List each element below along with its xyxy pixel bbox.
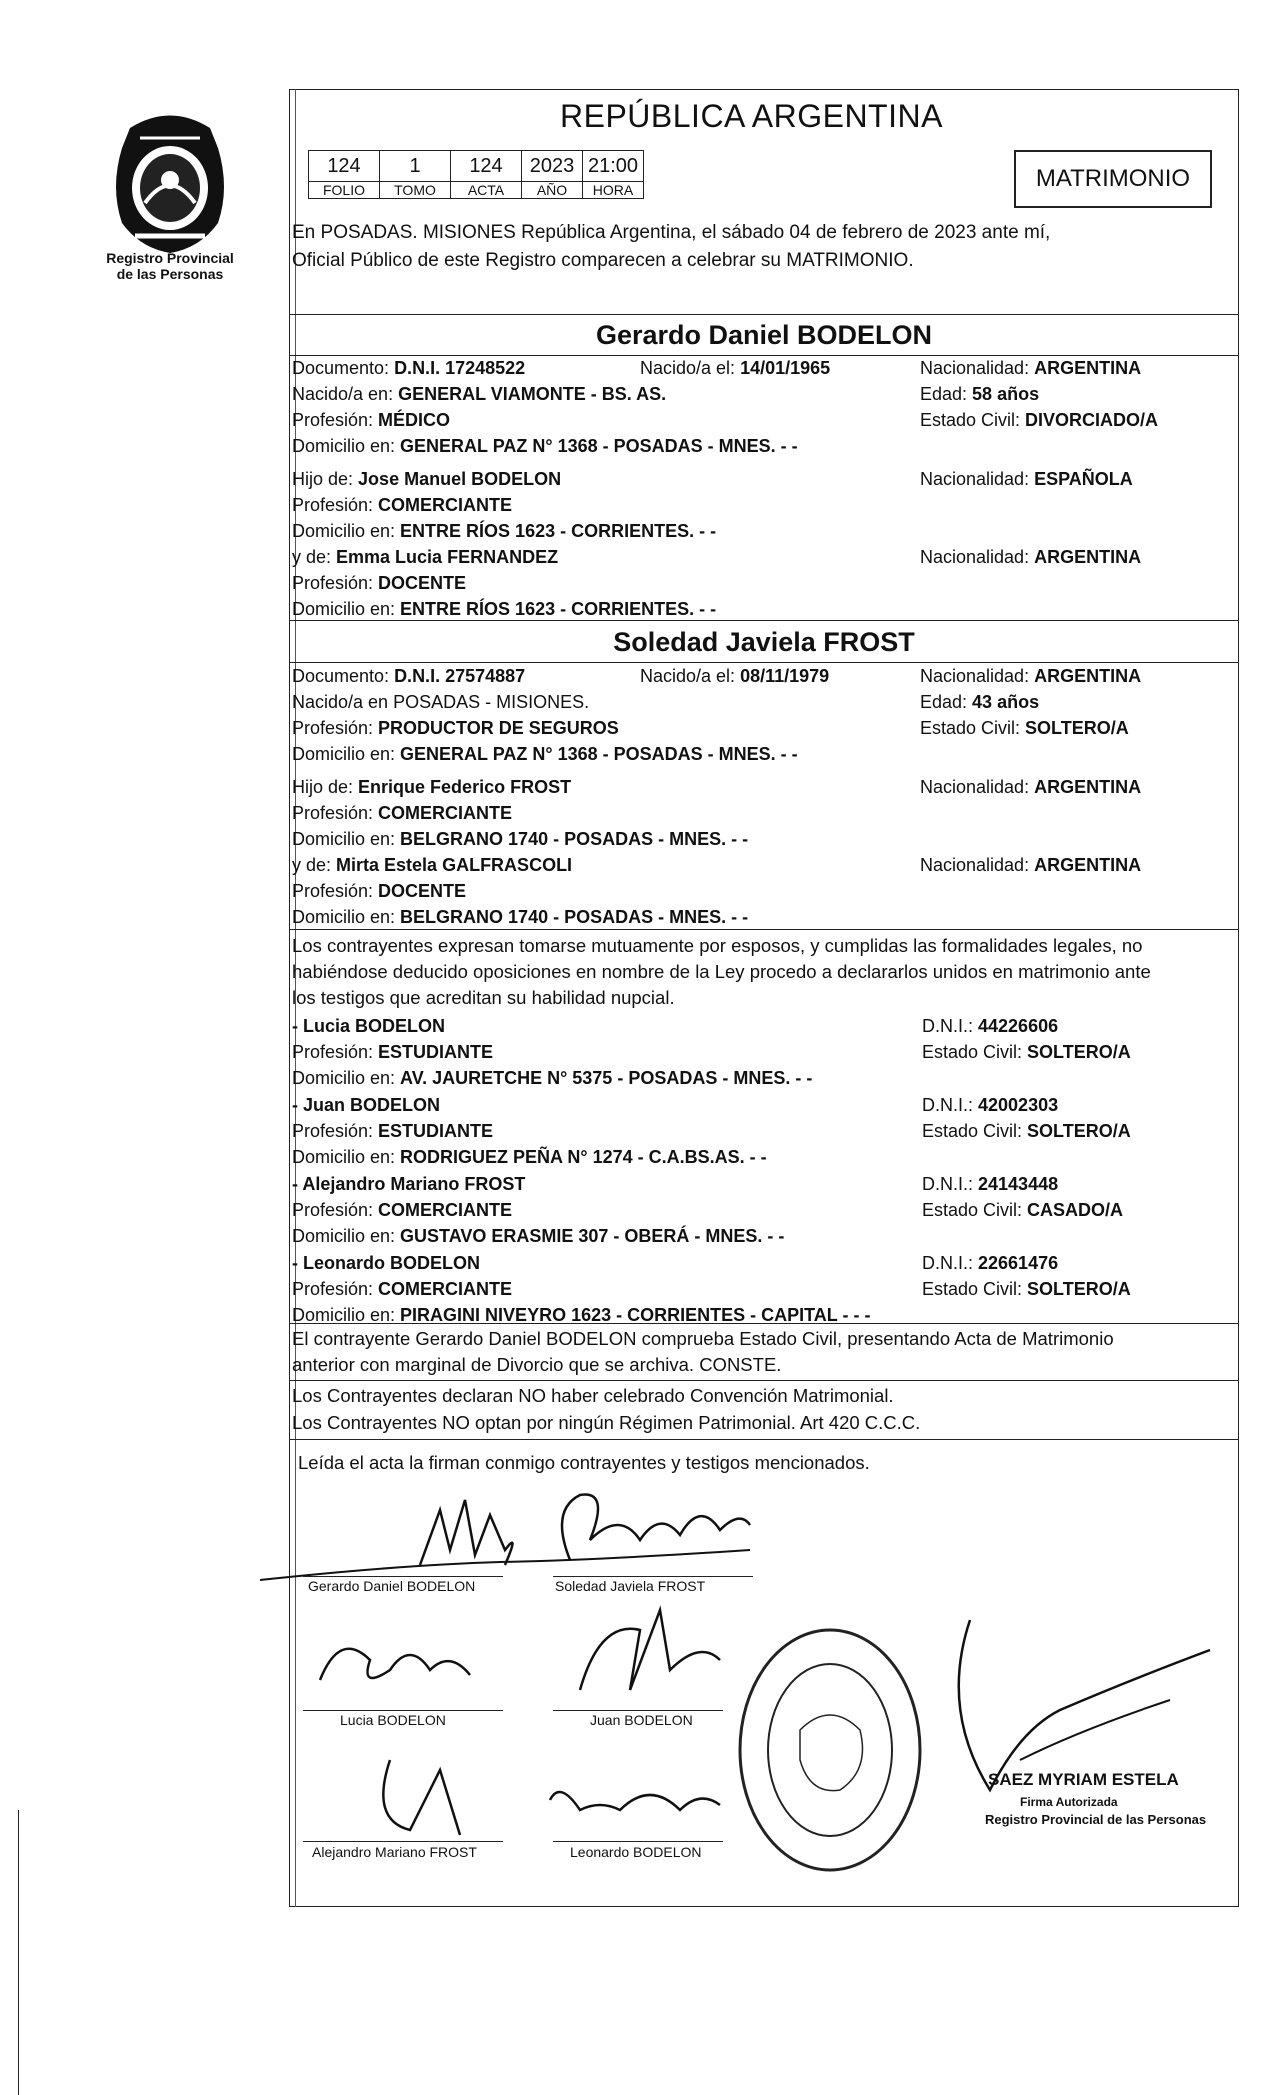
spouse2-name: Soledad Javiela FROST	[613, 627, 915, 657]
witness-field: D.N.I.: 44226606	[922, 1016, 1059, 1036]
officer-name: SAEZ MYRIAM ESTELA	[988, 1770, 1179, 1789]
witness-field: Domicilio en: GUSTAVO ERASMIE 307 - OBERÁ - MNES. - -	[292, 1226, 785, 1246]
margin-line	[18, 1810, 19, 2095]
spouse2-field: Domicilio en: BELGRANO 1740 - POSADAS - MNES. - -	[292, 829, 749, 849]
witness-field: Domicilio en: RODRIGUEZ PEÑA N° 1274 - C.A.BS.AS. - -	[292, 1147, 767, 1167]
witness-field: Profesión: COMERCIANTE	[292, 1200, 513, 1220]
reading-note: Leída el acta la firman conmigo contrayentes y testigos mencionados.	[298, 1452, 870, 1473]
witness-field: Domicilio en: AV. JAURETCHE N° 5375 - POSADAS - MNES. - -	[292, 1068, 813, 1088]
spouse1-field: Nacido/a en: GENERAL VIAMONTE - BS. AS.	[292, 384, 667, 404]
spouse1-field: Profesión: MÉDICO	[292, 410, 451, 430]
divider	[289, 662, 1239, 663]
witness-field: Estado Civil: SOLTERO/A	[922, 1121, 1131, 1141]
spouse2-field: Nacionalidad: ARGENTINA	[920, 666, 1142, 686]
document-title: REPÚBLICA ARGENTINA	[560, 98, 943, 134]
spouse2-field: Documento: D.N.I. 27574887	[292, 666, 526, 686]
signature-line	[553, 1576, 753, 1577]
time-label: HORA	[583, 182, 644, 199]
signature-label-w2: Juan BODELON	[590, 1712, 693, 1728]
spouse2-field: Nacido/a el: 08/11/1979	[640, 666, 830, 686]
spouse2-field: Nacido/a en POSADAS - MISIONES.	[292, 692, 590, 712]
signature-line	[303, 1576, 503, 1577]
folio-value: 124	[309, 151, 380, 182]
witness-field: D.N.I.: 22661476	[922, 1253, 1059, 1273]
convention-note: Los Contrayentes declaran NO haber celebrado Convención Matrimonial.	[292, 1385, 894, 1406]
witness-field: - Leonardo BODELON	[292, 1253, 480, 1273]
time-value: 21:00	[583, 151, 644, 182]
logo-caption-line: Registro Provincial	[106, 250, 234, 266]
divider	[289, 620, 1239, 621]
spouse1-field: Hijo de: Jose Manuel BODELON	[292, 469, 562, 489]
declaration-line: Los contrayentes expresan tomarse mutuamente por esposos, y cumplidas las formalidades legales, no	[292, 935, 1143, 956]
witness-field: Profesión: COMERCIANTE	[292, 1279, 513, 1299]
spouse2-field: Profesión: DOCENTE	[292, 881, 467, 901]
spouse2-field: Nacionalidad: ARGENTINA	[920, 855, 1142, 875]
civil-status-note: El contrayente Gerardo Daniel BODELON comprueba Estado Civil, presentando Acta de Matrimonio	[292, 1328, 1114, 1349]
spouse2-field: Domicilio en: BELGRANO 1740 - POSADAS - MNES. - -	[292, 907, 749, 927]
officer-office: Registro Provincial de las Personas	[985, 1812, 1207, 1827]
spouse1-field: y de: Emma Lucia FERNANDEZ	[292, 547, 559, 567]
spouse1-field: Nacionalidad: ESPAÑOLA	[920, 469, 1133, 489]
spouse2-field: Domicilio en: GENERAL PAZ N° 1368 - POSADAS - MNES. - -	[292, 744, 798, 764]
spouse1-field: Profesión: DOCENTE	[292, 573, 467, 593]
divider	[289, 355, 1239, 356]
logo-caption-line: de las Personas	[116, 266, 224, 282]
year-value: 2023	[522, 151, 583, 182]
divider	[289, 1380, 1239, 1381]
witnesses-signatures-scribble-2	[360, 1740, 760, 1850]
spouse1-field: Documento: D.N.I. 17248522	[292, 358, 526, 378]
spouse2-field: Profesión: COMERCIANTE	[292, 803, 513, 823]
spouse2-field: Estado Civil: SOLTERO/A	[920, 718, 1129, 738]
signature-label-spouse1: Gerardo Daniel BODELON	[308, 1578, 476, 1594]
witness-field: - Lucia BODELON	[292, 1016, 446, 1036]
witness-field: Profesión: ESTUDIANTE	[292, 1042, 494, 1062]
spouse1-field: Estado Civil: DIVORCIADO/A	[920, 410, 1159, 430]
witness-field: Profesión: ESTUDIANTE	[292, 1121, 494, 1141]
signature-line	[553, 1841, 723, 1842]
witness-field: Estado Civil: CASADO/A	[922, 1200, 1124, 1220]
registry-table	[308, 150, 644, 199]
signature-line	[553, 1710, 723, 1711]
witness-field: D.N.I.: 42002303	[922, 1095, 1059, 1115]
spouse1-field: Nacido/a el: 14/01/1965	[640, 358, 831, 378]
divider	[289, 1439, 1239, 1440]
signature-label-w1: Lucia BODELON	[340, 1712, 446, 1728]
registry-stamp	[730, 1620, 930, 1880]
witness-field: Estado Civil: SOLTERO/A	[922, 1279, 1131, 1299]
spouse2-field: Hijo de: Enrique Federico FROST	[292, 777, 572, 797]
witness-field: - Juan BODELON	[292, 1095, 441, 1115]
tomo-label: TOMO	[380, 182, 451, 199]
divider	[289, 314, 1239, 315]
spouse1-field: Edad: 58 años	[920, 384, 1040, 404]
witness-field: D.N.I.: 24143448	[922, 1174, 1059, 1194]
spouse2-field: y de: Mirta Estela GALFRASCOLI	[292, 855, 573, 875]
signature-label-w3: Alejandro Mariano FROST	[312, 1844, 477, 1860]
signature-line	[303, 1710, 503, 1711]
intro-line-2: Oficial Público de este Registro comparecen a celebrar su MATRIMONIO.	[292, 250, 914, 271]
acta-value: 124	[451, 151, 522, 182]
signature-line	[303, 1841, 503, 1842]
spouse1-field: Nacionalidad: ARGENTINA	[920, 358, 1142, 378]
declaration-line: habiéndose deducido oposiciones en nombre de la Ley procedo a declararlos unidos en matrimonio ante	[292, 961, 1151, 982]
spouse2-field: Nacionalidad: ARGENTINA	[920, 777, 1142, 797]
folio-label: FOLIO	[309, 182, 380, 199]
signature-label-w4: Leonardo BODELON	[570, 1844, 702, 1860]
officer-role: Firma Autorizada	[1020, 1795, 1118, 1809]
civil-status-note: anterior con marginal de Divorcio que se archiva. CONSTE.	[292, 1354, 782, 1375]
intro-line-1: En POSADAS. MISIONES República Argentina, el sábado 04 de febrero de 2023 ante mí,	[292, 222, 1051, 243]
spouse2-field: Profesión: PRODUCTOR DE SEGUROS	[292, 718, 619, 738]
witnesses-signatures-scribble	[300, 1600, 760, 1720]
spouse1-field: Domicilio en: ENTRE RÍOS 1623 - CORRIENTES. - -	[292, 521, 717, 541]
spouse1-field: Nacionalidad: ARGENTINA	[920, 547, 1142, 567]
witness-field: Estado Civil: SOLTERO/A	[922, 1042, 1131, 1062]
witness-field: Domicilio en: PIRAGINI NIVEYRO 1623 - CORRIENTES - CAPITAL - - -	[292, 1305, 871, 1325]
declaration-line: los testigos que acreditan su habilidad nupcial.	[292, 987, 675, 1008]
year-label: AÑO	[522, 182, 583, 199]
spouse1-field: Domicilio en: ENTRE RÍOS 1623 - CORRIENTES. - -	[292, 599, 717, 619]
registry-logo-caption	[95, 250, 245, 282]
regime-note: Los Contrayentes NO optan por ningún Régimen Patrimonial. Art 420 C.C.C.	[292, 1412, 921, 1433]
tomo-value: 1	[380, 151, 451, 182]
divider	[289, 1323, 1239, 1324]
act-type-box: MATRIMONIO	[1014, 150, 1212, 208]
spouse1-field: Domicilio en: GENERAL PAZ N° 1368 - POSADAS - MNES. - -	[292, 436, 798, 456]
signature-label-spouse2: Soledad Javiela FROST	[555, 1578, 706, 1594]
witness-field: - Alejandro Mariano FROST	[292, 1174, 526, 1194]
acta-label: ACTA	[451, 182, 522, 199]
divider	[289, 929, 1239, 930]
spouse1-name: Gerardo Daniel BODELON	[595, 320, 933, 350]
spouse2-field: Edad: 43 años	[920, 692, 1040, 712]
spouse1-field: Profesión: COMERCIANTE	[292, 495, 513, 515]
